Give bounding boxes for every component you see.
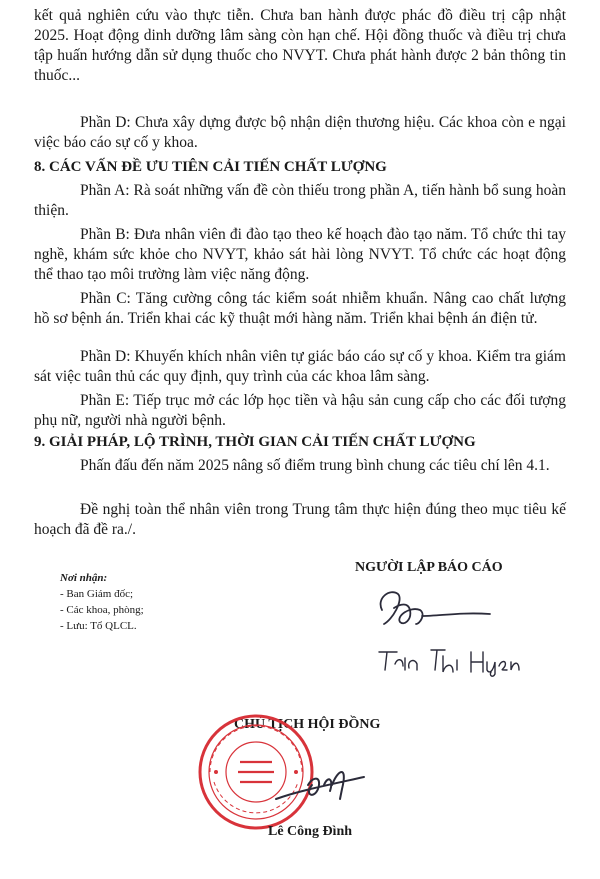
s8-item-a-block <box>34 181 566 221</box>
s8-item-c-block <box>34 289 566 329</box>
recipient-item: - Các khoa, phòng; <box>60 604 144 616</box>
section-8-heading: 8. CÁC VẤN ĐỀ ƯU TIÊN CẢI TIẾN CHẤT LƯỢNG <box>34 159 387 175</box>
s8-item-b-block <box>34 225 566 285</box>
s8-item-b: Phần B: Đưa nhân viên đi đào tạo theo kế hoạch đào tạo năm. Tổ chức thi tay nghề, khám sức khỏe cho NVYT, khảo sát hài lòng NVYT. Tổ chức các hoạt động thể thao tạo môi trường làm việc năng động. <box>34 226 566 283</box>
s8-item-d-block <box>34 347 566 387</box>
s8-item-e-block <box>34 391 566 431</box>
s9-item-2: Đề nghị toàn thể nhân viên trong Trung tâm thực hiện đúng theo mục tiêu kế hoạch đã đề ra./. <box>34 501 566 538</box>
paragraph-part-d: Phần D: Chưa xây dựng được bộ nhận diện thương hiệu. Các khoa còn e ngại việc báo cáo sự cố y khoa. <box>34 114 566 151</box>
reporter-signature <box>370 580 500 640</box>
s8-item-a: Phần A: Rà soát những vấn đề còn thiếu trong phần A, tiến hành bổ sung hoàn thiện. <box>34 182 566 219</box>
recipient-item: - Ban Giám đốc; <box>60 588 134 600</box>
continuation-section <box>34 6 566 86</box>
recipients-title: Nơi nhận: <box>60 572 108 584</box>
paragraph-continuation: kết quả nghiên cứu vào thực tiễn. Chưa ban hành được phác đồ điều trị cập nhật 2025. Hoạt động dinh dưỡng lâm sàng còn hạn chế. Hội đồng thuốc và điều trị chưa tập huấn hướng dẫn sử dụng thuốc cho NVYT. Chưa phát hành được 2 bản thông tin thuốc... <box>34 7 566 84</box>
section-9-heading: 9. GIẢI PHÁP, LỘ TRÌNH, THỜI GIAN CẢI TIẾN CHẤT LƯỢNG <box>34 434 476 450</box>
chair-name: Lê Công Đình <box>268 824 353 839</box>
chair-signature <box>268 755 378 815</box>
reporter-handwritten-name <box>375 642 525 678</box>
s9-item-2-block <box>34 500 566 540</box>
recipients-block <box>60 570 144 634</box>
s8-item-d: Phần D: Khuyến khích nhân viên tự giác báo cáo sự cố y khoa. Kiểm tra giám sát việc tuân thủ các quy định, quy trình của các khoa lâm sàng. <box>34 348 566 385</box>
s9-item-1: Phấn đấu đến năm 2025 nâng số điểm trung bình chung các tiêu chí lên 4.1. <box>80 457 550 474</box>
chair-title: CHỦ TỊCH HỘI ĐỒNG <box>234 717 381 732</box>
recipient-item: - Lưu: Tổ QLCL. <box>60 620 137 632</box>
reporter-title: NGƯỜI LẬP BÁO CÁO <box>355 560 503 575</box>
s9-item-1-block <box>34 456 566 476</box>
s8-item-e: Phần E: Tiếp trục mở các lớp học tiền và hậu sản cung cấp cho các đối tượng phụ nữ, người nhà người bệnh. <box>34 392 566 429</box>
part-d-section <box>34 113 566 153</box>
s8-item-c: Phần C: Tăng cường công tác kiểm soát nhiễm khuẩn. Nâng cao chất lượng hồ sơ bệnh án. Triển khai các kỹ thuật mới hàng năm. Triển khai bệnh án điện tử. <box>34 290 566 327</box>
